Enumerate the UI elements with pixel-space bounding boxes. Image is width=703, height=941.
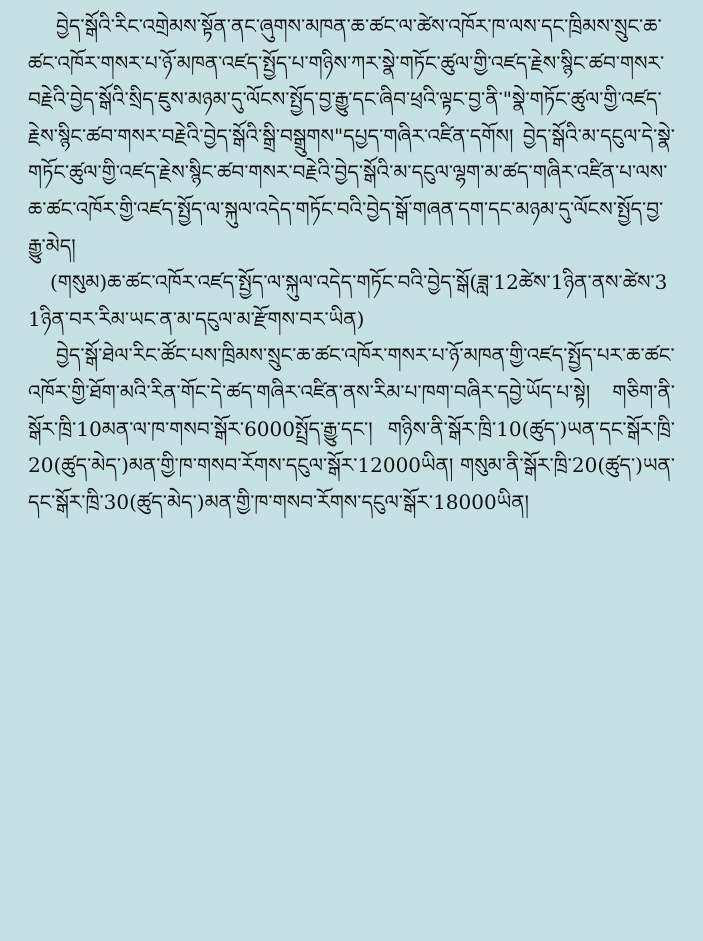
paragraph-intro: བྱེད་སྒོའི་རིང་འགྲེམས་སྟོན་ནང་ཞུགས་མཁན་ཆ་ཚང་ལ་ཚེས་འཁོར་ཁ་ལས་དང་ཁྲིམས་སྲུང་ཆ་ཚང་འཁོར་གསར་པ་ཉོ་མཁན་འཛད་སྤྱོད་པ་གཉིས་ཀར་སྣེ་གཏོང་ཚུལ་གྱི་འཛད་རྗེས་སྙིང་ཚབ་གསར་བརྗེའི་བྱེད་སྒོའི་སྲིད་ཇུས་མཉམ་དུ་ལོངས་སྤྱོད་བྱ་རྒྱུ་དང་ཞིབ་ཕྲའི་ལྟང་བྱ་ནི་"སྣེ་གཏོང་ཚུལ་གྱི་འཛད་རྗེས་སྙིང་ཚབ་གསར་བརྗེའི་བྱེད་སྒོའི་སྒྲི་བསྒྲུགས"དཔྱད་གཞིར་འཛིན་དགོས། བྱེད་སྒོའི་མ་དངུལ་དེ་སྣེ་གཏོང་ཚུལ་གྱི་འཛད་རྗེས་སྙིང་ཚབ་གསར་བརྗེའི་བྱེད་སྒོའི་མ་དངུལ་ལྷག་མ་ཚད་གཞིར་འཛིན་པ་ལས་ཆ་ཚང་འཁོར་གྱི་འཛད་སྤྱོད་ལ་སྐུལ་འདེད་གཏོང་བའི་བྱེད་སྒོ་གཞན་དག་དང་མཉམ་དུ་ལོངས་སྤྱོད་བྱ་རྒྱུ་མེད། [28,14,675,258]
paragraph-section-heading: (གསུམ)ཆ་ཚང་འཁོར་འཛད་སྤྱོད་ལ་སྐུལ་འདེད་གཏོང་བའི་བྱེད་སྒོ(ཟླ་12ཚེས་1ཉིན་ནས་ཚེས་31ཉིན་བར་རིམ་ཡང་ན་མ་དངུལ་མ་རྫོགས་བར་ཡིན) [28,270,668,331]
paragraph-subsidy-tiers: བྱེད་སྒོ་ཐེལ་རིང་ཚོང་པས་ཁྲིམས་སྲུང་ཆ་ཚང་འཁོར་གསར་པ་ཉོ་མཁན་གྱི་འཛད་སྤྱོད་པར་ཆ་ཚང་འཁོར་གྱི་ཐོག་མའི་རིན་གོང་དེ་ཚད་གཞིར་འཛིན་ནས་རིམ་པ་ཁག་བཞིར་དབྱེ་ཡོད་པ་སྟེ། གཅིག་ནི་སྒོར་ཁྲི་10མན་ལ་ཁ་གསབ་སྒོར་6000སྤྲོད་རྒྱུ་དང་། གཉིས་ནི་སྒོར་ཁྲི་10(ཚུད་)ཡན་དང་སྒོར་ཁྲི་20(ཚུད་མེད་)མན་གྱི་ཁ་གསབ་རོགས་དངུལ་སྒོར་12000ཡིན། གསུམ་ནི་སྒོར་ཁྲི་20(ཚུད་)ཡན་དང་སྒོར་ཁྲི་30(ཚུད་མེད་)མན་གྱི་ཁ་གསབ་རོགས་དངུལ་སྒོར་18000ཡིན། [28,343,675,514]
